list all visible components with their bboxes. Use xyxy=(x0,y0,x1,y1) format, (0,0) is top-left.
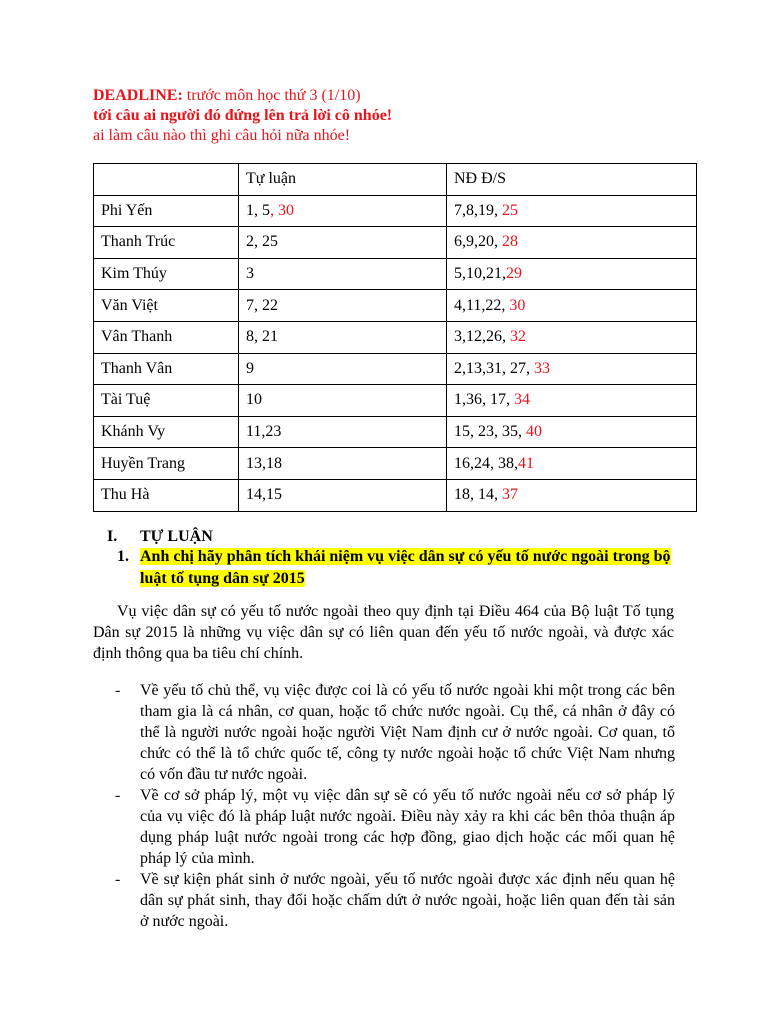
true-false-questions-cell: 7,8,19, 25 xyxy=(447,195,697,227)
table-header-row xyxy=(94,164,697,196)
section-heading xyxy=(107,527,213,547)
bullet-dash: - xyxy=(115,871,121,888)
question-number: 1. xyxy=(117,548,129,565)
true-false-questions-cell: 1,36, 17, 34 xyxy=(447,385,697,417)
table-row xyxy=(94,227,697,259)
deadline-label: DEADLINE: xyxy=(93,87,183,104)
table-row xyxy=(94,353,697,385)
true-false-questions-cell: 5,10,21,29 xyxy=(447,258,697,290)
table-row xyxy=(94,258,697,290)
essay-questions-cell: 13,18 xyxy=(239,448,447,480)
bullet-item xyxy=(115,869,675,932)
header-cell-essay: Tự luận xyxy=(239,164,447,196)
deadline-header xyxy=(93,86,392,146)
header-cell-true-false: NĐ Đ/S xyxy=(447,164,697,196)
essay-questions-cell: 1, 5, 30 xyxy=(239,195,447,227)
bullet-item xyxy=(115,785,675,869)
student-name-cell: Kim Thúy xyxy=(94,258,239,290)
table-row xyxy=(94,195,697,227)
table-row xyxy=(94,479,697,511)
table-row xyxy=(94,290,697,322)
essay-questions-cell: 3 xyxy=(239,258,447,290)
table-row xyxy=(94,385,697,417)
section-number: I. xyxy=(107,528,118,545)
bullet-dash: - xyxy=(115,682,121,699)
student-name-cell: Phi Yến xyxy=(94,195,239,227)
true-false-questions-cell: 4,11,22, 30 xyxy=(447,290,697,322)
essay-questions-cell: 14,15 xyxy=(239,479,447,511)
bullet-list xyxy=(115,680,675,932)
student-name-cell: Thanh Vân xyxy=(94,353,239,385)
instruction-line-bold: tới câu ai người đó đứng lên trả lời cô nhóe! xyxy=(93,107,393,124)
student-name-cell: Huyền Trang xyxy=(94,448,239,480)
deadline-line xyxy=(93,86,392,106)
deadline-text: trước môn học thứ 3 (1/10) xyxy=(182,87,361,104)
student-name-cell: Tài Tuệ xyxy=(94,385,239,417)
bullet-item xyxy=(115,680,675,785)
essay-questions-cell: 2, 25 xyxy=(239,227,447,259)
essay-questions-cell: 11,23 xyxy=(239,416,447,448)
question-text: Anh chị hãy phân tích khái niệm vụ việc dân sự có yếu tố nước ngoài trong bộ luật tố tụng dân sự 2015 xyxy=(140,548,671,587)
true-false-questions-cell: 2,13,31, 27, 33 xyxy=(447,353,697,385)
table-row xyxy=(94,448,697,480)
header-cell-name xyxy=(94,164,239,196)
table-row xyxy=(94,321,697,353)
bullet-text: Về yếu tố chủ thể, vụ việc được coi là có yếu tố nước ngoài khi một trong các bên tham gia là cá nhân, cơ quan, hoặc tổ chức nước ngoài. Cụ thể, cá nhân ở đây có thể là người nước ngoài hoặc người Việt Nam định cư ở nước ngoài. Cơ quan, tổ chức có thể là tổ chức quốc tế, công ty nước ngoài hoặc tổ chức Việt Nam nhưng có vốn đầu tư nước ngoài. xyxy=(140,682,675,783)
instruction-line: ai làm câu nào thì ghi câu hỏi nữa nhóe! xyxy=(93,127,351,144)
true-false-questions-cell: 15, 23, 35, 40 xyxy=(447,416,697,448)
student-name-cell: Thanh Trúc xyxy=(94,227,239,259)
true-false-questions-cell: 18, 14, 37 xyxy=(447,479,697,511)
essay-questions-cell: 10 xyxy=(239,385,447,417)
true-false-questions-cell: 16,24, 38,41 xyxy=(447,448,697,480)
assignment-table xyxy=(93,163,697,512)
question-1 xyxy=(117,546,682,590)
essay-questions-cell: 9 xyxy=(239,353,447,385)
true-false-questions-cell: 6,9,20, 28 xyxy=(447,227,697,259)
student-name-cell: Khánh Vy xyxy=(94,416,239,448)
table-row xyxy=(94,416,697,448)
intro-paragraph: Vụ việc dân sự có yếu tố nước ngoài theo quy định tại Điều 464 của Bộ luật Tố tụng Dân sự 2015 là những vụ việc dân sự có liên quan đến yếu tố nước ngoài, và được xác định thông qua ba tiêu chí chính. xyxy=(93,603,674,662)
essay-questions-cell: 7, 22 xyxy=(239,290,447,322)
student-name-cell: Thu Hà xyxy=(94,479,239,511)
bullet-text: Về sự kiện phát sinh ở nước ngoài, yếu tố nước ngoài được xác định nếu quan hệ dân sự phát sinh, thay đổi hoặc chấm dứt ở nước ngoài, hoặc liên quan đến tài sản ở nước ngoài. xyxy=(140,871,675,930)
section-title: TỰ LUẬN xyxy=(140,528,213,545)
essay-questions-cell: 8, 21 xyxy=(239,321,447,353)
assignment-table-body xyxy=(94,164,697,512)
bullet-dash: - xyxy=(115,787,121,804)
student-name-cell: Vân Thanh xyxy=(94,321,239,353)
true-false-questions-cell: 3,12,26, 32 xyxy=(447,321,697,353)
bullet-text: Về cơ sở pháp lý, một vụ việc dân sự sẽ có yếu tố nước ngoài nếu cơ sở pháp lý của vụ việc đó là pháp luật nước ngoài. Điều này xảy ra khi các bên thỏa thuận áp dụng pháp luật nước ngoài trong các hợp đồng, giao dịch hoặc các mối quan hệ pháp lý của mình. xyxy=(140,787,675,867)
student-name-cell: Văn Việt xyxy=(94,290,239,322)
